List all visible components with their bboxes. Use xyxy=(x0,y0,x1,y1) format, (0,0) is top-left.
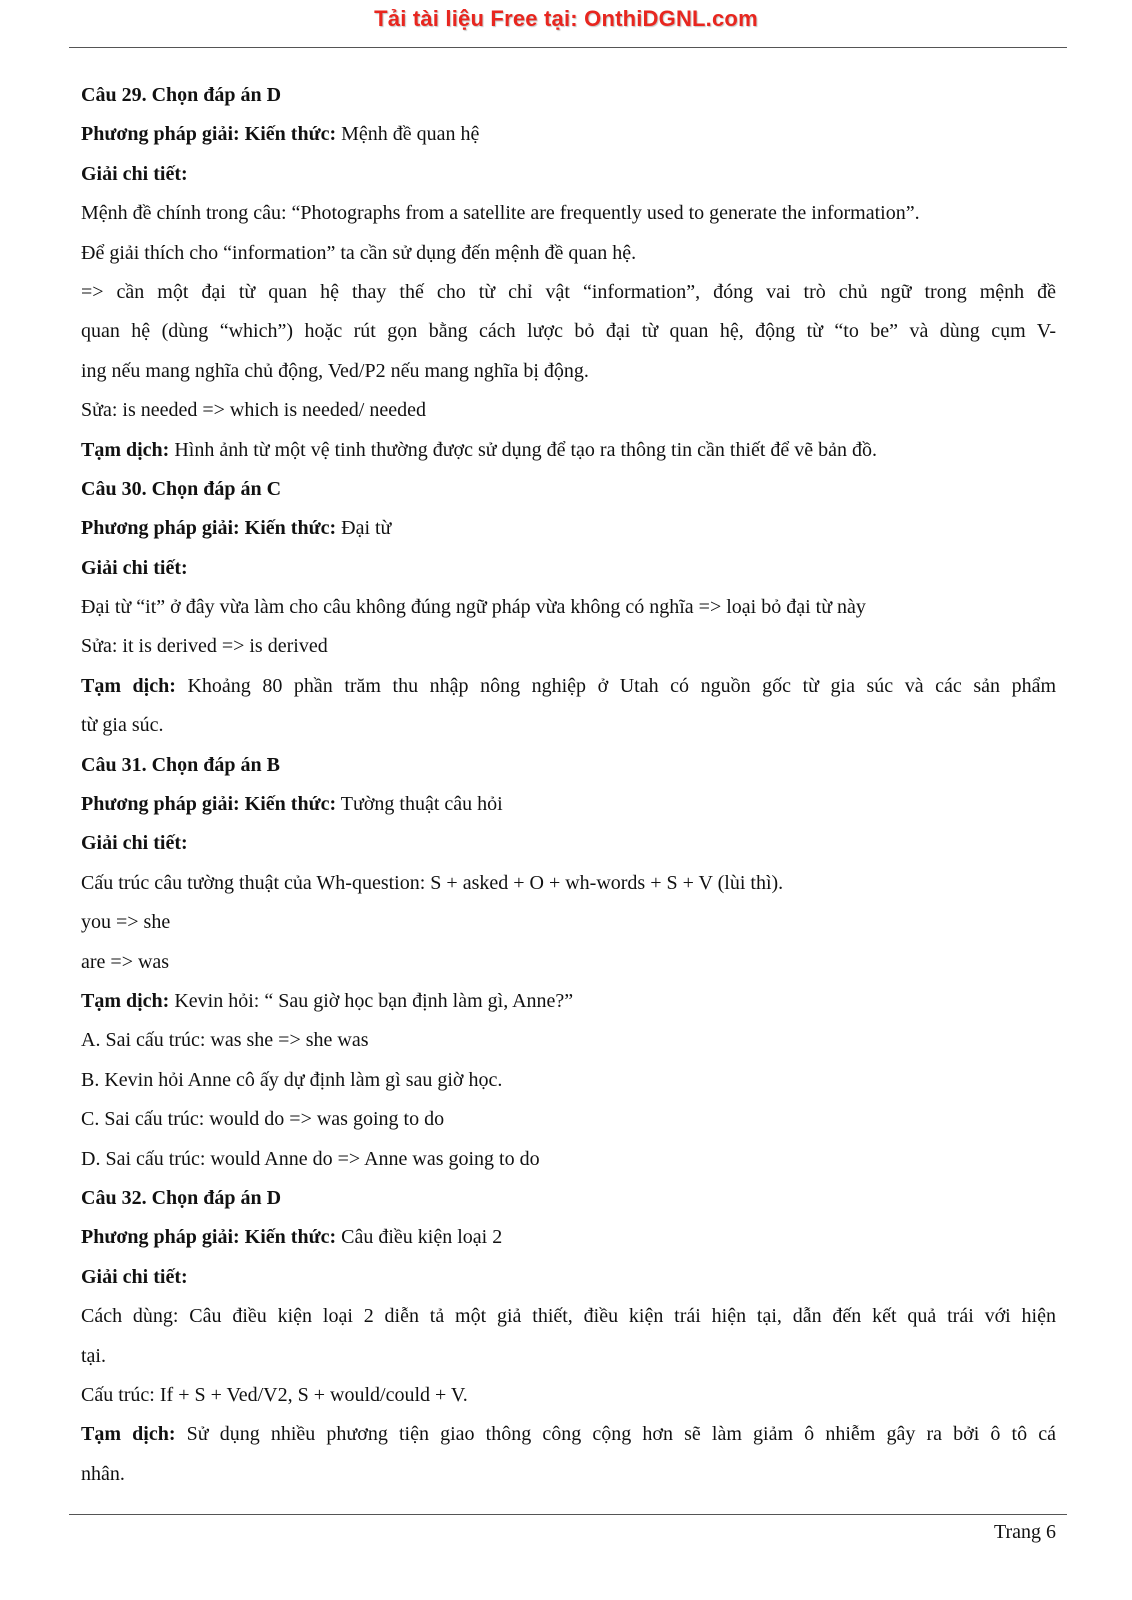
line-text: từ gia súc. xyxy=(81,714,164,737)
line-text: you => she xyxy=(81,911,171,934)
text-line xyxy=(81,1376,1056,1415)
bold-label: Phương pháp giải: Kiến thức: xyxy=(81,793,337,816)
line-text: tại. xyxy=(81,1344,106,1367)
line-text: D. Sai cấu trúc: would Anne do => Anne was going to do xyxy=(81,1147,540,1170)
text-line xyxy=(81,115,1056,154)
bold-label: Phương pháp giải: Kiến thức: xyxy=(81,1226,337,1249)
line-text: Sử dụng nhiều phương tiện giao thông công cộng hơn sẽ làm giảm ô nhiễm gây ra bởi ô tô cá xyxy=(175,1423,1056,1446)
line-text: Để giải thích cho “information” ta cần sử dụng đến mệnh đề quan hệ. xyxy=(81,241,637,264)
line-text: Khoảng 80 phần trăm thu nhập nông nghiệp ở Utah có nguồn gốc từ gia súc và các sản phẩm xyxy=(175,674,1056,697)
bold-label: Câu 32. Chọn đáp án D xyxy=(81,1186,282,1209)
text-line xyxy=(81,1061,1056,1100)
line-text: Câu điều kiện loại 2 xyxy=(336,1226,503,1249)
text-line xyxy=(81,76,1056,115)
text-line xyxy=(81,903,1056,942)
text-line xyxy=(81,1455,1056,1494)
text-line xyxy=(81,549,1056,588)
bold-label: Tạm dịch: xyxy=(81,674,176,697)
text-line xyxy=(81,1140,1056,1179)
bold-label: Tạm dịch: xyxy=(81,438,170,461)
text-line xyxy=(81,470,1056,509)
bold-label: Giải chi tiết: xyxy=(81,832,188,855)
bold-label: Câu 29. Chọn đáp án D xyxy=(81,84,282,106)
text-line xyxy=(81,509,1056,548)
text-line xyxy=(81,234,1056,273)
text-line xyxy=(81,824,1056,863)
line-text: quan hệ (dùng “which”) hoặc rút gọn bằng cách lược bỏ đại từ quan hệ, động từ “to be” và dùng cụm V- xyxy=(81,320,1056,343)
line-text: Mệnh đề quan hệ xyxy=(336,123,480,146)
text-line xyxy=(81,431,1056,470)
text-line xyxy=(81,273,1056,312)
text-line xyxy=(81,864,1056,903)
bold-label: Tạm dịch: xyxy=(81,989,170,1012)
line-text: Sửa: it is derived => is derived xyxy=(81,635,328,658)
text-line xyxy=(81,1100,1056,1139)
line-text: C. Sai cấu trúc: would do => was going to do xyxy=(81,1108,445,1131)
line-text: => cần một đại từ quan hệ thay thế cho từ chỉ vật “information”, đóng vai trò chủ ngữ trong mệnh đề xyxy=(81,280,1056,303)
line-text: A. Sai cấu trúc: was she => she was xyxy=(81,1029,369,1052)
line-text: Cấu trúc: If + S + Ved/V2, S + would/could + V. xyxy=(81,1383,468,1406)
bold-label: Tạm dịch: xyxy=(81,1423,176,1446)
line-text: Tường thuật câu hỏi xyxy=(336,793,503,816)
text-line xyxy=(81,1179,1056,1218)
text-line xyxy=(81,943,1056,982)
line-text: Cách dùng: Câu điều kiện loại 2 diễn tả một giả thiết, điều kiện trái hiện tại, dẫn đến kết quả trái với hiện xyxy=(81,1305,1056,1328)
line-text: Kevin hỏi: “ Sau giờ học bạn định làm gì, Anne?” xyxy=(169,989,574,1012)
text-line xyxy=(81,982,1056,1021)
bold-label: Phương pháp giải: Kiến thức: xyxy=(81,123,337,146)
text-line xyxy=(81,1415,1056,1454)
line-text: B. Kevin hỏi Anne cô ấy dự định làm gì sau giờ học. xyxy=(81,1068,503,1091)
line-text: Hình ảnh từ một vệ tinh thường được sử dụng để tạo ra thông tin cần thiết để vẽ bản đồ. xyxy=(169,438,878,461)
bold-label: Giải chi tiết: xyxy=(81,162,188,185)
bold-label: Giải chi tiết: xyxy=(81,1265,188,1288)
text-line xyxy=(81,194,1056,233)
text-line xyxy=(81,627,1056,666)
header-divider xyxy=(69,47,1067,48)
text-line xyxy=(81,155,1056,194)
bold-label: Phương pháp giải: Kiến thức: xyxy=(81,517,337,540)
text-line xyxy=(81,352,1056,391)
text-line xyxy=(81,1021,1056,1060)
text-line xyxy=(81,1297,1056,1336)
line-text: nhân. xyxy=(81,1462,125,1485)
line-text: Sửa: is needed => which is needed/ needed xyxy=(81,399,426,422)
text-line xyxy=(81,785,1056,824)
header-title[interactable]: Tải tài liệu Free tại: OnthiDGNL.com xyxy=(374,6,758,31)
text-line xyxy=(81,1218,1056,1257)
document-body xyxy=(81,76,1056,1494)
text-line xyxy=(81,746,1056,785)
bold-label: Câu 30. Chọn đáp án C xyxy=(81,477,282,500)
line-text: Đại từ “it” ở đây vừa làm cho câu không đúng ngữ pháp vừa không có nghĩa => loại bỏ đại từ này xyxy=(81,596,866,619)
line-text: are => was xyxy=(81,950,170,973)
bold-label: Câu 31. Chọn đáp án B xyxy=(81,753,280,776)
line-text: Đại từ xyxy=(336,517,392,540)
text-line xyxy=(81,706,1056,745)
text-line xyxy=(81,312,1056,351)
text-line xyxy=(81,1258,1056,1297)
line-text: ing nếu mang nghĩa chủ động, Ved/P2 nếu mang nghĩa bị động. xyxy=(81,359,589,382)
line-text: Cấu trúc câu tường thuật của Wh-question: S + asked + O + wh-words + S + V (lùi thì). xyxy=(81,871,784,894)
line-text: Mệnh đề chính trong câu: “Photographs from a satellite are frequently used to generate the information”. xyxy=(81,202,920,225)
text-line xyxy=(81,588,1056,627)
page-header xyxy=(0,0,1132,48)
footer-divider xyxy=(69,1514,1067,1515)
page-number: Trang 6 xyxy=(993,1521,1056,1543)
bold-label: Giải chi tiết: xyxy=(81,556,188,579)
text-line xyxy=(81,667,1056,706)
text-line xyxy=(81,391,1056,430)
text-line xyxy=(81,1337,1056,1376)
